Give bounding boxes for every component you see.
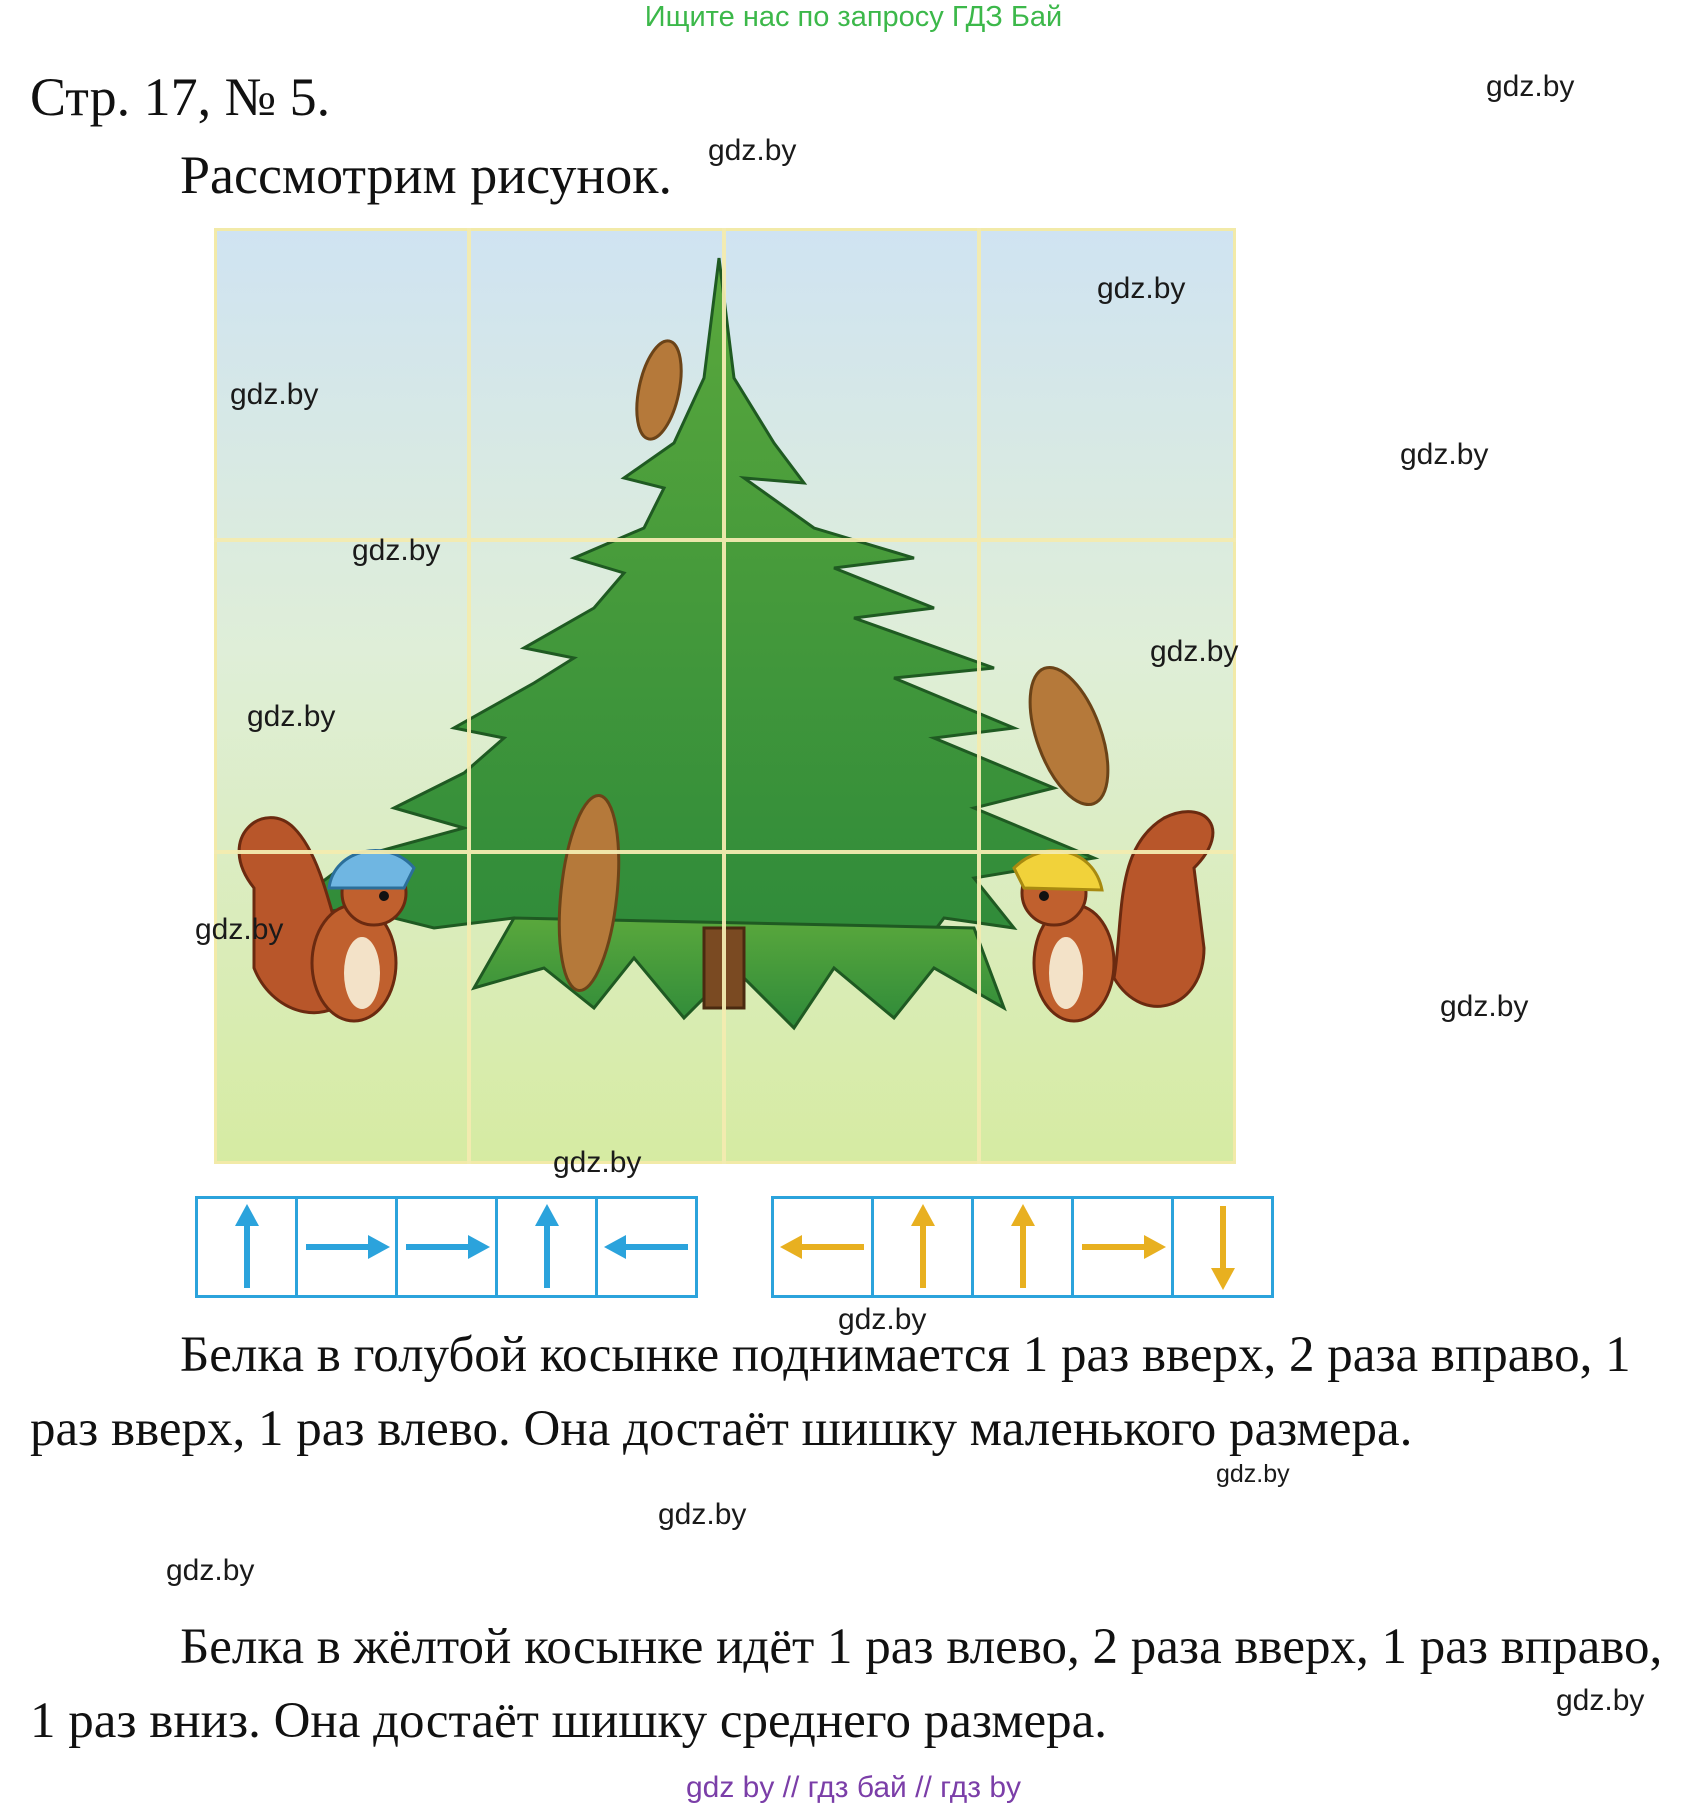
yellow-arrow-strip bbox=[771, 1196, 1274, 1298]
top-banner[interactable]: Ищите нас по запросу ГДЗ Бай bbox=[644, 1, 1063, 33]
yellow-arrow-down-icon bbox=[1174, 1199, 1271, 1295]
watermark: gdz.by bbox=[1440, 990, 1529, 1023]
paragraph-blue-squirrel: Белка в голубой косынке поднимается 1 раз вверх, 2 раза вправо, 1 раз вверх, 1 раз влево. Она достаёт шишку маленького размера. bbox=[30, 1327, 1631, 1457]
blue-arrow-right-icon bbox=[298, 1199, 398, 1295]
intro-text: Рассмотрим рисунок. bbox=[180, 145, 673, 205]
blue-arrow-left-icon bbox=[598, 1199, 695, 1295]
watermark: gdz.by bbox=[166, 1554, 255, 1587]
footer-links[interactable]: gdz by // гдз бай // гдз by bbox=[685, 1771, 1022, 1804]
watermark: gdz.by bbox=[1097, 272, 1186, 305]
watermark: gdz.by bbox=[195, 913, 284, 946]
watermark: gdz.by bbox=[1556, 1684, 1645, 1717]
paragraph-yellow-squirrel: Белка в жёлтой косынке идёт 1 раз влево, 2 раза вверх, 1 раз вправо, 1 раз вниз. Она достаёт шишку среднего размера. bbox=[30, 1619, 1663, 1749]
watermark: gdz.by bbox=[553, 1146, 642, 1179]
blue-arrow-up-icon bbox=[198, 1199, 298, 1295]
watermark: gdz.by bbox=[1150, 635, 1239, 668]
exercise-title: Стр. 17, № 5. bbox=[30, 67, 331, 127]
blue-arrow-right-icon bbox=[398, 1199, 498, 1295]
blue-arrow-strip bbox=[195, 1196, 698, 1298]
yellow-arrow-left-icon bbox=[774, 1199, 874, 1295]
watermark: gdz.by bbox=[1216, 1460, 1290, 1488]
watermark: gdz.by bbox=[1486, 70, 1575, 103]
tree-grid-illustration bbox=[214, 228, 1239, 1164]
watermark: gdz.by bbox=[247, 700, 336, 733]
watermark: gdz.by bbox=[658, 1498, 747, 1531]
yellow-arrow-up-icon bbox=[874, 1199, 974, 1295]
blue-arrow-up-icon bbox=[498, 1199, 598, 1295]
yellow-arrow-right-icon bbox=[1074, 1199, 1174, 1295]
watermark: gdz.by bbox=[1400, 438, 1489, 471]
watermark: gdz.by bbox=[352, 534, 441, 567]
yellow-arrow-up-icon bbox=[974, 1199, 1074, 1295]
watermark: gdz.by bbox=[230, 378, 319, 411]
watermark: gdz.by bbox=[708, 134, 797, 167]
watermark: gdz.by bbox=[838, 1303, 927, 1336]
